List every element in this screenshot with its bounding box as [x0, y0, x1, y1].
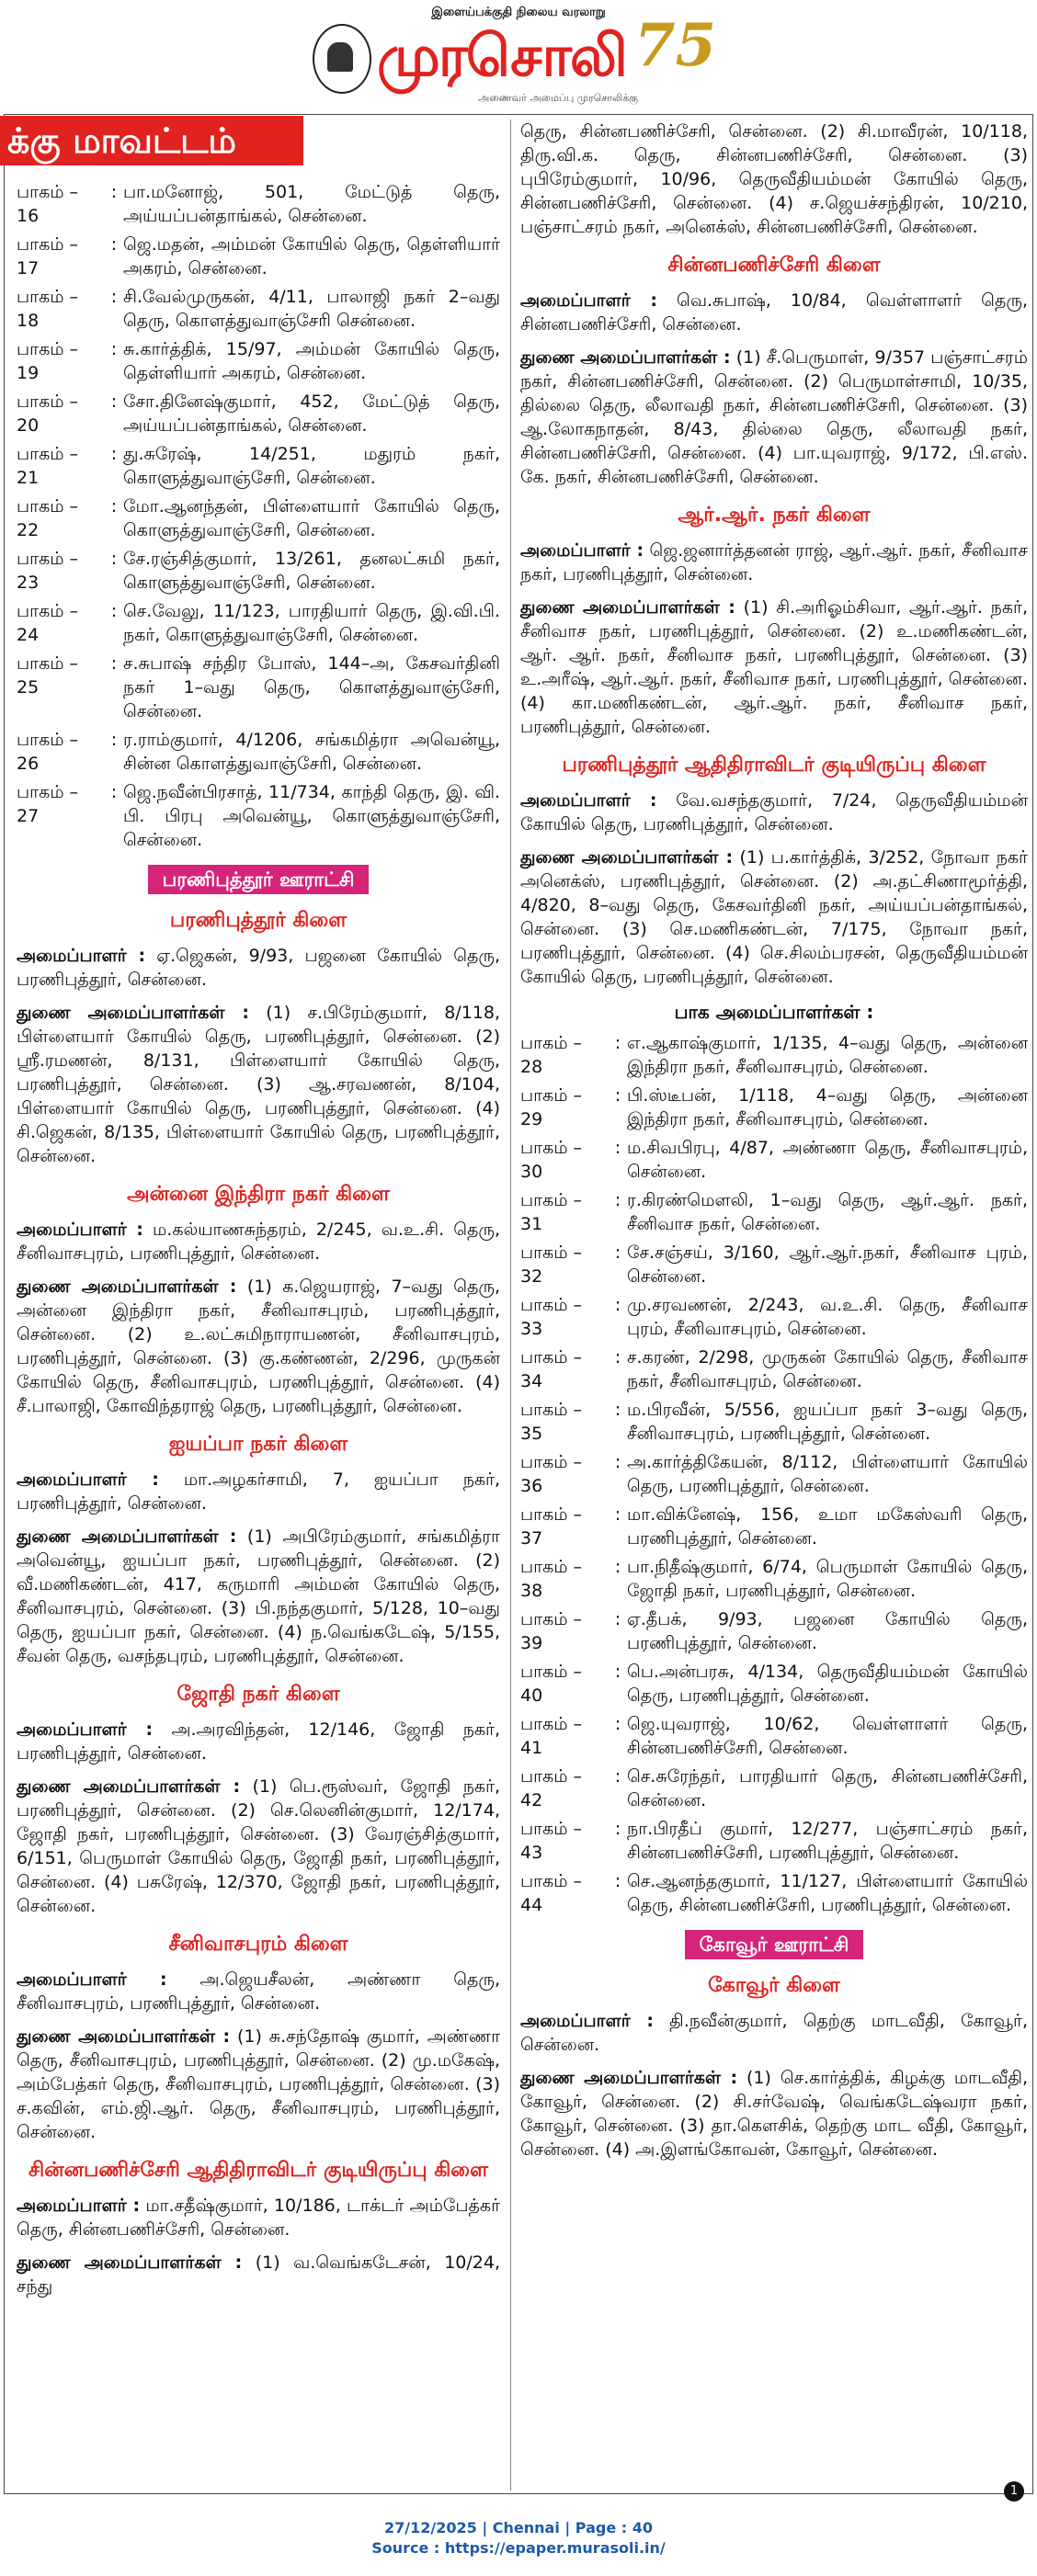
newspaper-logo: முரசொலி — [377, 22, 626, 89]
paagam-details: செ.வேலு, 11/123, பாரதியார் தெரு, இ.வி.பி. நகர், கொளுத்துவாஞ்சேரி, சென்னை. — [123, 601, 500, 645]
panchayat-heading-label: பரணிபுத்தூர் ஊராட்சி — [148, 865, 370, 894]
paagam-number: பாகம் – 39 — [520, 1609, 583, 1653]
paagam-details: ர.கிரண்மௌலி, 1–வது தெரு, ஆர்.ஆர். நகர், சீனிவாச நகர், சென்னை. — [627, 1190, 1028, 1234]
paagam-details: நா.பிரதீப் குமார், 12/277, பஞ்சாட்சரம் நகர், சின்னபணிச்சேரி, பரணிபுத்தூர், சென்னை. — [627, 1819, 1028, 1863]
paagam-colon: : — [110, 392, 118, 412]
organiser-entry — [520, 289, 1028, 336]
paagam-details: செ.ஆனந்தகுமார், 11/127, பிள்ளையார் கோயில் தெரு, சின்னபணிச்சேரி, பரணிபுத்தூர், சென்னை. — [627, 1871, 1028, 1915]
deputy-organisers-label: துணை அமைப்பாளர்கள் : — [520, 597, 735, 618]
paagam-details: ஜெ.மதன், அம்மன் கோயில் தெரு, தெள்ளியார் அகரம், சென்னை. — [123, 234, 500, 278]
paagam-details: ஏ.தீபக், 9/93, பஜனை கோயில் தெரு, பரணிபுத்தூர், சென்னை. — [627, 1609, 1028, 1653]
footer-date-line: 27/12/2025 | Chennai | Page : 40 — [384, 2519, 653, 2536]
paagam-number: பாகம் – 19 — [17, 339, 79, 383]
organiser-label: அமைப்பாளர் : — [17, 1719, 154, 1740]
paagam-colon: : — [614, 1504, 621, 1525]
paagam-number: பாகம் – 26 — [17, 730, 79, 774]
paagam-number: பாகம் – 18 — [17, 287, 79, 331]
paagam-colon: : — [110, 444, 118, 464]
organiser-entry — [520, 539, 1028, 586]
paagam-colon: : — [614, 1033, 621, 1053]
organiser-label: அமைப்பாளர் : — [520, 2011, 654, 2031]
paagam-row — [17, 285, 500, 333]
left-column — [17, 180, 500, 2308]
paagam-number: பாகம் – 25 — [17, 653, 79, 698]
paagam-details: சோ.தினேஷ்குமார், 452, மேட்டுத் தெரு, அய்யப்பன்தாங்கல், சென்னை. — [123, 392, 500, 436]
deputy-organisers-label: துணை அமைப்பாளர்கள் : — [17, 1277, 237, 1297]
paagam-colon: : — [110, 601, 118, 621]
paagam-colon: : — [614, 1609, 621, 1629]
paagam-row — [17, 780, 500, 852]
paagam-row — [520, 1869, 1028, 1917]
continued-text: தெரு, சின்னபணிச்சேரி, சென்னை. (2) சி.மாவீரன், 10/118, திரு.வி.க. தெரு, சின்னபணிச்சேரி, சென்னை. (3) புபிரேம்குமார், 10/96, தெருவீதியம்மன் கோயில் தெரு, சின்னபணிச்சேரி, சென்னை. (4) ச.ஜெயச்சந்திரன், 10/210, பஞ்சாட்சரம் நகர், அனெக்ஸ், சின்னபணிச்சேரி, சென்னை. — [520, 121, 1028, 237]
deputy-organisers-details: (1) செ.கார்த்திக், கிழக்கு மாடவீதி, கோவூர், சென்னை. (2) சி.சர்வேஷ், வெங்கடேஷ்வரா நகர், கோவூர், சென்னை. (3) தா.கௌசிக், தெற்கு மாட வீதி, கோவூர், சென்னை. (4) அ.இளங்கோவன், கோவூர், சென்னை. — [520, 2068, 1028, 2160]
paagam-number: பாகம் – 20 — [17, 392, 79, 436]
paagam-number: பாகம் – 44 — [520, 1871, 583, 1915]
deputy-organisers-details: (1) பெ.ரூஸ்வர், ஜோதி நகர், பரணிபுத்தூர், சென்னை. (2) செ.லெனின்குமார், 12/174, ஜோதி நகர், பரணிபுத்தூர், சென்னை. (3) வேரஞ்சித்குமார், 6/151, பெருமாள் கோயில் தெரு, ஜோதி நகர், பரணிபுத்தூர், சென்னை. (4) பசுரேஷ், 12/370, ஜோதி நகர், பரணிபுத்தூர், சென்னை. — [17, 1776, 501, 1916]
organiser-label: அமைப்பாளர் : — [17, 1969, 167, 1990]
paagam-row — [520, 1345, 1028, 1393]
deputy-organisers-entry — [520, 845, 1028, 989]
deputy-organisers-details: (1) ப.கார்த்திக், 3/252, நோவா நகர் அனெக்ஸ், பரணிபுத்தூர், சென்னை. (2) அ.தட்சிணாமூர்த்தி, 4/820, 8–வது தெரு, கேசவர்தினி நகர், அய்யப்பன்தாங்கல், சென்னை. (3) செ.மணிகண்டன், 7/175, நோவா நகர், பரணிபுத்தூர், சென்னை. (4) செ.சிலம்பரசன், தெருவீதியம்மன் கோயில் தெரு, பரணிபுத்தூர், சென்னை. — [520, 847, 1028, 987]
paagam-colon: : — [110, 339, 118, 359]
paagam-details: சே.ரஞ்சித்குமார், 13/261, தனலட்சுமி நகர், கொளுத்துவாஞ்சேரி, சென்னை. — [123, 549, 500, 593]
organiser-entry — [17, 944, 500, 992]
anniversary-logo: 75 — [634, 11, 717, 80]
paagam-row — [17, 180, 500, 228]
paagam-row — [520, 1712, 1028, 1760]
paagam-row — [17, 728, 500, 776]
paagam-number: பாகம் – 21 — [17, 444, 79, 488]
branch-heading: கோவூர் கிளை — [708, 1974, 840, 1997]
deputy-organisers-details: (1) வ.வெங்கடேசன், 10/24, சந்து — [17, 2253, 501, 2297]
paagam-row — [520, 1031, 1028, 1079]
paagam-number: பாகம் – 41 — [520, 1714, 583, 1758]
paagam-row — [17, 599, 500, 647]
deputy-organisers-details: (1) சி.அரிஓம்சிவா, ஆர்.ஆர். நகர், சீனிவாச நகர், பரணிபுத்தூர், சென்னை. (2) உ.மணிகண்டன், ஆர். ஆர். நகர், சீனிவாச நகர், பரணிபுத்தூர், சென்னை. (3) உ.அரீஷ், ஆர்.ஆர். நகர், சீனிவாச நகர், பரணிபுத்தூர், சென்னை. (4) கா.மணிகண்டன், ஆர்.ஆர். நகர், சீனிவாச நகர், பரணிபுத்தூர், சென்னை. — [520, 597, 1028, 737]
branch-heading: ஐயப்பா நகர் கிளை — [168, 1433, 348, 1456]
paagam-row — [17, 390, 500, 437]
column-divider — [510, 119, 511, 2491]
organiser-details: மா.அழகர்சாமி, 7, ஐயப்பா நகர், பரணிபுத்தூர், சென்னை. — [17, 1470, 500, 1514]
paagam-details: மோ.ஆனந்தன், பிள்ளையார் கோயில் தெரு, கொளுத்துவாஞ்சேரி, சென்னை. — [123, 496, 500, 540]
deputy-organisers-entry — [17, 1275, 500, 1418]
paagam-colon: : — [110, 496, 118, 516]
branch-heading: சின்னபணிச்சேரி ஆதிதிராவிடர் குடியிருப்பு கிளை — [28, 2159, 488, 2182]
branch-heading: பரணிபுத்தூர் கிளை — [169, 909, 348, 932]
page-number-badge: 1 — [1004, 2481, 1024, 2502]
panchayat-heading — [520, 1930, 1028, 1959]
deputy-organisers-details: (1) சு.சந்தோஷ் குமார், அண்ணா தெரு, சீனிவாசபுரம், பரணிபுத்தூர், சென்னை. (2) மு.மகேஷ், அம்பேத்கர் தெரு, சீனிவாசபுரம், பரணிபுத்தூர், சென்னை. (3) ச.கவின், எம்.ஜி.ஆர். தெரு, சீனிவாசபுரம், பரணிபுத்தூர், சென்னை. — [17, 2026, 501, 2142]
paagam-details: சி.வேல்முருகன், 4/11, பாலாஜி நகர் 2–வது தெரு, கொளத்துவாஞ்சேரி சென்னை. — [123, 287, 500, 331]
paagam-number: பாகம் – 34 — [520, 1347, 583, 1391]
paagam-row — [520, 1555, 1028, 1603]
panchayat-heading-label: கோவூர் ஊராட்சி — [685, 1930, 864, 1959]
paagam-number: பாகம் – 27 — [17, 782, 79, 826]
paagam-details: பெ.அன்பரசு, 4/134, தெருவீதியம்மன் கோயில் தெரு, பரணிபுத்தூர், சென்னை. — [627, 1662, 1028, 1706]
organiser-entry — [17, 2194, 500, 2241]
organiser-label: அமைப்பாளர் : — [17, 946, 146, 966]
paagam-colon: : — [614, 1243, 621, 1263]
paagam-number: பாகம் – 43 — [520, 1819, 583, 1863]
paagam-colon: : — [614, 1347, 621, 1367]
masthead-subtitle: அணைவர் அமைப்பு முரசொலிக்கு — [478, 92, 639, 104]
organiser-label: அமைப்பாளர் : — [520, 290, 657, 311]
paagam-colon: : — [110, 234, 118, 255]
district-banner: க்கு மாவட்டம் — [0, 116, 303, 165]
paagam-row — [520, 1293, 1028, 1341]
organiser-label: அமைப்பாளர் : — [520, 540, 644, 561]
paagam-number: பாகம் – 17 — [17, 234, 79, 278]
paagam-row — [17, 337, 500, 385]
organiser-entry — [17, 1968, 500, 2015]
paagam-colon: : — [614, 1766, 621, 1787]
paagam-details: எ.ஆகாஷ்குமார், 1/135, 4–வது தெரு, அன்னை இந்திரா நகர், சீனிவாசபுரம், சென்னை. — [627, 1033, 1028, 1077]
paagam-colon: : — [110, 287, 118, 307]
organiser-details: வெ.சுபாஷ், 10/84, வெள்ளாளர் தெரு, சின்னபணிச்சேரி, சென்னை. — [520, 290, 1028, 335]
paagam-row — [17, 494, 500, 542]
paagam-details: ச.கரண், 2/298, முருகன் கோயில் தெரு, சீனிவாச நகர், சீனிவாசபுரம், சென்னை. — [627, 1347, 1028, 1391]
paagam-details: பி.ஸ்டீபன், 1/118, 4–வது தெரு, அன்னை இந்திரா நகர், சீனிவாசபுரம், சென்னை. — [627, 1085, 1028, 1129]
paagam-details: செ.சுரேந்தர், பாரதியார் தெரு, சின்னபணிச்சேரி, சென்னை. — [627, 1766, 1028, 1810]
paagam-row — [17, 233, 500, 280]
organiser-details: அ.ஜெயசீலன், அண்ணா தெரு, சீனிவாசபுரம், பரணிபுத்தூர், சென்னை. — [17, 1969, 501, 2014]
organiser-entry — [17, 1218, 500, 1265]
paagam-row — [520, 1084, 1028, 1131]
deputy-organisers-entry — [17, 1525, 500, 1668]
paagam-number: பாகம் – 36 — [520, 1452, 583, 1496]
paagam-colon: : — [614, 1662, 621, 1682]
paagam-details: சு.கார்த்திக், 15/97, அம்மன் கோயில் தெரு, தெள்ளியார் அகரம், சென்னை. — [123, 339, 500, 383]
deputy-organisers-entry — [520, 346, 1028, 489]
page-footer — [0, 2518, 1037, 2559]
deputy-organisers-details: (1) அபிரேம்குமார், சங்கமித்ரா அவென்யூ, ஐயப்பா நகர், பரணிபுத்தூர், சென்னை. (2) வீ.மணிகண்டன், 417, கருமாரி அம்மன் கோயில் தெரு, சீனிவாசபுரம், சென்னை. (3) பி.நந்தகுமார், 5/128, 10–வது தெரு, ஐயப்பா நகர், சென்னை. (4) ந.வெங்கடேஷ், 5/155, சீவன் தெரு, வசந்தபுரம், பரணிபுத்தூர், சென்னை. — [17, 1526, 500, 1666]
paagam-details: ஜெ.நவீன்பிரசாத், 11/734, காந்தி தெரு, இ. வி. பி. பிரபு அவென்யூ, கொளுத்துவாஞ்சேரி, சென்னை. — [123, 782, 500, 850]
paagam-colon: : — [614, 1557, 621, 1577]
paagam-number: பாகம் – 22 — [17, 496, 79, 540]
paagam-details: மு.சரவணன், 2/243, வ.உ.சி. தெரு, சீனிவாச புரம், சீனிவாசபுரம், சென்னை. — [627, 1295, 1028, 1339]
deputy-organisers-label: துணை அமைப்பாளர்கள் : — [520, 2068, 738, 2088]
paagam-colon: : — [614, 1871, 621, 1891]
paagam-details: அ.கார்த்திகேயன், 8/112, பிள்ளையார் கோயில் தெரு, பரணிபுத்தூர், சென்னை. — [627, 1452, 1028, 1496]
deputy-organisers-label: துணை அமைப்பாளர்கள் : — [17, 2253, 243, 2273]
paagam-details: பா.மனோஜ், 501, மேட்டுத் தெரு, அய்யப்பன்தாங்கல், சென்னை. — [123, 182, 500, 226]
paagam-details: து.சுரேஷ், 14/251, மதுரம் நகர், கொளுத்துவாஞ்சேரி, சென்னை. — [123, 444, 500, 488]
paagam-colon: : — [110, 730, 118, 750]
organiser-label: அமைப்பாளர் : — [17, 1470, 159, 1490]
paagam-number: பாகம் – 42 — [520, 1766, 583, 1810]
paagam-number: பாகம் – 28 — [520, 1033, 583, 1077]
organiser-details: மா.சதீஷ்குமார், 10/186, டாக்டர் அம்பேத்கர் தெரு, சின்னபணிச்சேரி, சென்னை. — [17, 2196, 500, 2240]
deputy-organisers-details: (1) சீ.பெருமாள், 9/357 பஞ்சாட்சரம் நகர், சின்னபணிச்சேரி, சென்னை. (2) பெருமாள்சாமி, 10/35, தில்லை தெரு, லீலாவதி நகர், சின்னபணிச்சேரி, சென்னை. (3) ஆ.லோகநாதன், 8/43, தில்லை தெரு, லீலாவதி நகர், சின்னபணிச்சேரி, சென்னை. (4) பா.யுவராஜ், 9/172, பி.எஸ். கே. நகர், சின்னபணிச்சேரி, சென்னை. — [520, 347, 1028, 487]
right-column — [520, 119, 1028, 2171]
organiser-details: வே.வசந்தகுமார், 7/24, தெருவீதியம்மன் கோயில் தெரு, பரணிபுத்தூர், சென்னை. — [520, 790, 1029, 834]
branch-heading: ஆர்.ஆர். நகர் கிளை — [678, 504, 871, 527]
paagam-row — [520, 1765, 1028, 1812]
paagam-row — [520, 1503, 1028, 1550]
organiser-details: ஏ.ஜெகன், 9/93, பஜனை கோயில் தெரு, பரணிபுத்தூர், சென்னை. — [17, 946, 501, 990]
paagam-number: பாகம் – 33 — [520, 1295, 583, 1339]
paagam-row — [520, 1817, 1028, 1865]
paagam-row — [520, 1398, 1028, 1446]
paaga-organisers-heading: பாக அமைப்பாளர்கள் : — [674, 1001, 874, 1023]
paagam-row — [520, 1188, 1028, 1236]
organiser-label: அமைப்பாளர் : — [17, 2196, 141, 2216]
branch-heading: சின்னபணிச்சேரி கிளை — [667, 254, 881, 277]
deputy-organisers-label: துணை அமைப்பாளர்கள் : — [17, 1526, 237, 1547]
footer-source-link[interactable]: Source : https://epaper.murasoli.in/ — [371, 2539, 666, 2557]
paagam-colon: : — [614, 1138, 621, 1158]
organiser-details: அ.அரவிந்தன், 12/146, ஜோதி நகர், பரணிபுத்தூர், சென்னை. — [17, 1719, 501, 1764]
organiser-label: அமைப்பாளர் : — [520, 790, 657, 811]
masthead — [0, 0, 1037, 115]
paagam-colon: : — [614, 1452, 621, 1472]
paagam-row — [520, 1660, 1028, 1708]
paagam-details: ஜெ.யுவராஜ், 10/62, வெள்ளாளர் தெரு, சின்னபணிச்சேரி, சென்னை. — [627, 1714, 1028, 1758]
deputy-organisers-label: துணை அமைப்பாளர்கள் : — [520, 847, 734, 868]
branch-heading: அன்னை இந்திரா நகர் கிளை — [127, 1183, 390, 1206]
paagam-details: ர.ராம்குமார், 4/1206, சங்கமித்ரா அவென்யூ, சின்ன கொளத்துவாஞ்சேரி, சென்னை. — [123, 730, 500, 774]
paagam-colon: : — [110, 549, 118, 569]
organiser-details: ஜெ.ஜனார்த்தனன் ராஜ், ஆர்.ஆர். நகர், சீனிவாச நகர், பரணிபுத்தூர், சென்னை. — [520, 540, 1028, 584]
branch-heading: பரணிபுத்தூர் ஆதிதிராவிடர் குடியிருப்பு கிளை — [562, 754, 986, 777]
paagam-number: பாகம் – 37 — [520, 1504, 583, 1549]
paagam-row — [17, 442, 500, 490]
paagam-number: பாகம் – 29 — [520, 1085, 583, 1129]
panchayat-heading — [17, 865, 500, 894]
organiser-entry — [17, 1718, 500, 1765]
paagam-row — [17, 652, 500, 723]
organiser-details: ம.கல்யாணசுந்தரம், 2/245, வ.உ.சி. தெரு, சீனிவாசபுரம், பரணிபுத்தூர், சென்னை. — [17, 1220, 501, 1264]
organiser-entry — [520, 2009, 1028, 2057]
paagam-colon: : — [614, 1400, 621, 1420]
deputy-organisers-entry — [17, 1001, 500, 1168]
deputy-organisers-entry — [17, 2251, 500, 2298]
paagam-number: பாகம் – 31 — [520, 1190, 583, 1234]
paagam-colon: : — [614, 1190, 621, 1210]
paagam-number: பாகம் – 35 — [520, 1400, 583, 1444]
paagam-number: பாகம் – 24 — [17, 601, 79, 645]
deputy-organisers-label: துணை அமைப்பாளர்கள் : — [17, 1003, 249, 1023]
deputy-organisers-label: துணை அமைப்பாளர்கள் : — [17, 2026, 231, 2047]
paagam-number: பாகம் – 38 — [520, 1557, 583, 1601]
paagam-number: பாகம் – 30 — [520, 1138, 583, 1182]
deputy-organisers-entry — [17, 1775, 500, 1918]
party-emblem-icon — [313, 24, 371, 94]
deputy-organisers-entry — [520, 596, 1028, 739]
paagam-colon: : — [110, 653, 118, 674]
paagam-row — [520, 1450, 1028, 1498]
deputy-organisers-details: (1) ச.பிரேம்குமார், 8/118, பிள்ளையார் கோயில் தெரு, பரணிபுத்தூர், சென்னை. (2) ஸ்ரீ.ரமணன், 8/131, பிள்ளையார் கோயில் தெரு, பரணிபுத்தூர், சென்னை. (3) ஆ.சரவணன், 8/104, பிள்ளையார் கோயில் தெரு, பரணிபுத்தூர், சென்னை. (4) சி.ஜெகன், 8/135, பிள்ளையார் கோயில் தெரு, பரணிபுத்தூர், சென்னை. — [17, 1003, 500, 1166]
paagam-row — [520, 1136, 1028, 1184]
organiser-label: அமைப்பாளர் : — [17, 1220, 143, 1240]
paagam-details: பா.நிதீஷ்குமார், 6/74, பெருமாள் கோயில் தெரு, ஜோதி நகர், பரணிபுத்தூர், சென்னை. — [627, 1557, 1028, 1601]
paagam-row — [520, 1607, 1028, 1655]
paagam-number: பாகம் – 23 — [17, 549, 79, 593]
paagam-number: பாகம் – 16 — [17, 182, 79, 226]
paagam-details: ம.பிரவீன், 5/556, ஐயப்பா நகர் 3–வது தெரு, சீனிவாசபுரம், பரணிபுத்தூர், சென்னை. — [627, 1400, 1028, 1444]
paagam-colon: : — [614, 1819, 621, 1839]
branch-heading: சீனிவாசபுரம் கிளை — [168, 1933, 348, 1956]
organiser-details: தி.நவீன்குமார், தெற்கு மாடவீதி, கோவூர், சென்னை. — [520, 2011, 1028, 2055]
organiser-entry — [520, 789, 1028, 836]
paagam-colon: : — [614, 1085, 621, 1106]
branch-heading: ஜோதி நகர் கிளை — [177, 1683, 340, 1706]
paagam-colon: : — [614, 1714, 621, 1734]
paagam-details: ம.சிவபிரபு, 4/87, அண்ணா தெரு, சீனிவாசபுரம், சென்னை. — [627, 1138, 1028, 1182]
paagam-details: ச.சுபாஷ் சந்திர போஸ், 144–அ, கேசவர்தினி நகர் 1–வது தெரு, கொளத்துவாஞ்சேரி, சென்னை. — [123, 653, 500, 721]
deputy-organisers-entry — [17, 2025, 500, 2144]
deputy-organisers-entry — [520, 2066, 1028, 2162]
paagam-colon: : — [110, 782, 118, 802]
deputy-organisers-label: துணை அமைப்பாளர்கள் : — [17, 1776, 241, 1797]
organiser-entry — [17, 1468, 500, 1515]
paagam-details: மா.விக்னேஷ், 156, உமா மகேஸ்வரி தெரு, பரணிபுத்தூர், சென்னை. — [627, 1504, 1028, 1549]
deputy-organisers-label: துணை அமைப்பாளர்கள் : — [520, 347, 731, 368]
paagam-colon: : — [614, 1295, 621, 1315]
paagam-colon: : — [110, 182, 118, 202]
deputy-organisers-details: (1) க.ஜெயராஜ், 7–வது தெரு, அன்னை இந்திரா நகர், சீனிவாசபுரம், பரணிபுத்தூர், சென்னை. (2) உ.லட்சுமிநாராயணன், சீனிவாசபுரம், பரணிபுத்தூர், சென்னை. (3) கு.கண்ணன், 2/296, முருகன் கோயில் தெரு, சீனிவாசபுரம், பரணிபுத்தூர், சென்னை. (4) சீ.பாலாஜி, கோவிந்தராஜ் தெரு, பரணிபுத்தூர், சென்னை. — [17, 1277, 501, 1416]
paagam-details: சே.சஞ்சய், 3/160, ஆர்.ஆர்.நகர், சீனிவாச புரம், சென்னை. — [627, 1243, 1028, 1287]
paagam-row — [520, 1241, 1028, 1288]
paagam-number: பாகம் – 40 — [520, 1662, 583, 1706]
paagam-row — [17, 547, 500, 595]
masthead-tagline: இளைய்பக்குதி நிலைய வரலாறு — [431, 6, 606, 19]
paagam-number: பாகம் – 32 — [520, 1243, 583, 1287]
